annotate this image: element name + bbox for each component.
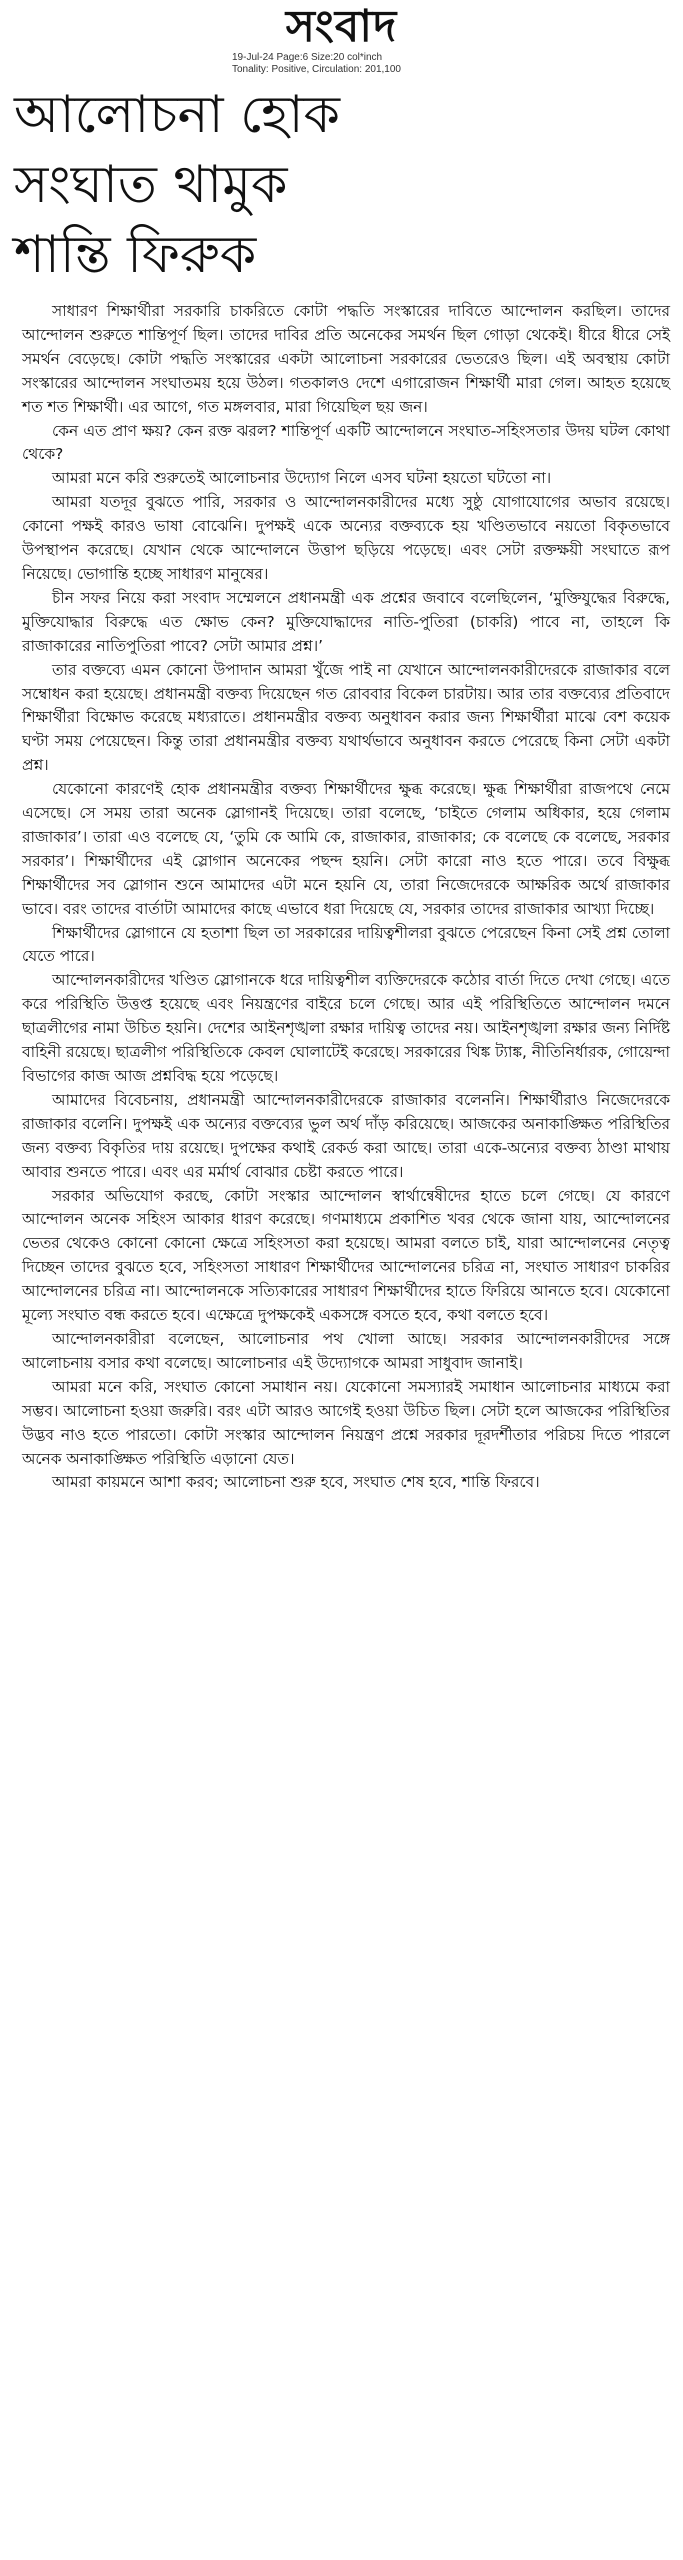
paragraph-5: চীন সফর নিয়ে করা সংবাদ সম্মেলনে প্রধানমন্ত্রী এক প্রশ্নের জবাবে বলেছিলেন, ‘মুক্তিযুদ্ধের বিরুদ্ধে, মুক্তিযোদ্ধার বিরুদ্ধে এত ক্ষোভ কেন? মুক্তিযোদ্ধাদের নাতি-পুতিরা (চাকরি) পাবে না, তাহলে কি রাজাকারের নাতিপুতিরা পাবে? সেটা আমার প্রশ্ন।’ <box>22 588 670 655</box>
clip-info: 19-Jul-24 Page:6 Size:20 col*inch <box>232 52 383 63</box>
paragraph-10: আমাদের বিবেচনায়, প্রধানমন্ত্রী আন্দোলনকারীদেরকে রাজাকার বলেননি। শিক্ষার্থীরাও নিজেদেরকে রাজাকার বলেনি। দুপক্ষই এক অন্যের বক্তব্যের ভুল অর্থ দাঁড় করিয়েছে। আজকের অনাকাঙ্ক্ষিত পরিস্থিতির জন্য বক্তব্য বিকৃতির দায় রয়েছে। দুপক্ষের কথাই রেকর্ড করা আছে। তারা একে-অন্যের বক্তব্য ঠাণ্ডা মাথায় আবার শুনতে পারে। এবং এর মর্মার্থ বোঝার চেষ্টা করতে পারে। <box>22 1090 670 1181</box>
paragraph-9: আন্দোলনকারীদের খণ্ডিত স্লোগানকে ধরে দায়িত্বশীল ব্যক্তিদেরকে কঠোর বার্তা দিতে দেখা গেছে। এতে করে পরিস্থিতি উত্তপ্ত হয়েছে এবং নিয়ন্ত্রণের বাইরে চলে গেছে। আর এই পরিস্থিতিতে আন্দোলন দমনে ছাত্রলীগের নামা উচিত হয়নি। দেশের আইনশৃঙ্খলা রক্ষার দায়িত্ব তাদের নয়। আইনশৃঙ্খলা রক্ষার জন্য নির্দিষ্ট বাহিনী রয়েছে। ছাত্রলীগ পরিস্থিতিকে কেবল ঘোলাটেই করেছে। সরকারের থিঙ্ক ট্যাঙ্ক, নীতিনির্ধারক, গোয়েন্দা বিভাগের কাজ আজ প্রশ্নবিদ্ধ হয়ে পড়েছে। <box>22 971 670 1085</box>
paragraph-1: সাধারণ শিক্ষার্থীরা সরকারি চাকরিতে কোটা পদ্ধতি সংস্কারের দাবিতে আন্দোলন করছিল। তাদের আন্দোলন শুরুতে শান্তিপূর্ণ ছিল। তাদের দাবির প্রতি অনেকের সমর্থন ছিল গোড়া থেকেই। ধীরে ধীরে সেই সমর্থন বেড়েছে। কোটা পদ্ধতি সংস্কারের একটা আলোচনা সরকারের ভেতরেও ছিল। এই অবস্থায় কোটা সংস্কারের আন্দোলন সংঘাতময় হয়ে উঠল। গতকালও দেশে এগারোজন শিক্ষার্থী মারা গেল। আহত হয়েছে শত শত শিক্ষার্থী। এর আগে, গত মঙ্গলবার, মারা গিয়েছিল ছয় জন। <box>22 302 670 416</box>
paragraph-14: আমরা কায়মনে আশা করব; আলোচনা শুরু হবে, সংঘাত শেষ হবে, শান্তি ফিরবে। <box>52 1473 540 1492</box>
paragraph-2: কেন এত প্রাণ ক্ষয়? কেন রক্ত ঝরল? শান্তিপূর্ণ একটি আন্দোলনে সংঘাত-সহিংসতার উদয় ঘটল কোথা থেকে? <box>22 421 670 464</box>
tonality-info: Tonality: Positive, Circulation: 201,100 <box>232 64 401 75</box>
headline-line-3: শান্তি ফিরুক <box>14 225 257 285</box>
paragraph-6: তার বক্তব্যে এমন কোনো উপাদান আমরা খুঁজে পাই না যেখানে আন্দোলনকারীদেরকে রাজাকার বলে সম্বোধন করা হয়েছে। প্রধানমন্ত্রী বক্তব্য দিয়েছেন গত রোববার বিকেল চারটায়। আর তার বক্তব্যের প্রতিবাদে শিক্ষার্থীরা বিক্ষোভ করেছে মধ্যরাতে। প্রধানমন্ত্রীর বক্তব্য অনুধাবন করার জন্য শিক্ষার্থীরা মাঝে বেশ কয়েক ঘণ্টা সময় পেয়েছেন। কিন্তু তারা প্রধানমন্ত্রীর বক্তব্য যথার্থভাবে অনুধাবন করতে পেরেছে কিনা সেটা একটা প্রশ্ন। <box>22 660 670 775</box>
headline-line-1: আলোচনা হোক <box>14 85 340 145</box>
paragraph-4: আমরা যতদূর বুঝতে পারি, সরকার ও আন্দোলনকারীদের মধ্যে সুষ্ঠু যোগাযোগের অভাব রয়েছে। কোনো পক্ষই কারও ভাষা বোঝেনি। দুপক্ষই একে অন্যের বক্তব্যকে হয় খণ্ডিতভাবে নয়তো বিকৃতভাবে উপস্থাপন করেছে। যেখান থেকে আন্দোলনে উত্তাপ ছড়িয়ে পড়েছে। এবং সেটা রক্তক্ষয়ী সংঘাতে রূপ নিয়েছে। ভোগান্তি হচ্ছে সাধারণ মানুষের। <box>22 493 670 583</box>
newspaper-logo: সংবাদ <box>285 1 398 52</box>
paragraph-12: আন্দোলনকারীরা বলেছেন, আলোচনার পথ খোলা আছে। সরকার আন্দোলনকারীদের সঙ্গে আলোচনায় বসার কথা বলেছে। আলোচনার এই উদ্যোগকে আমরা সাধুবাদ জানাই। <box>22 1329 670 1372</box>
paragraph-8: শিক্ষার্থীদের স্লোগানে যে হতাশা ছিল তা সরকারের দায়িত্বশীলরা বুঝতে পেরেছেন কিনা সেই প্রশ্ন তোলা যেতে পারে। <box>22 923 670 966</box>
masthead <box>0 0 683 80</box>
paragraph-3: আমরা মনে করি শুরুতেই আলোচনার উদ্যোগ নিলে এসব ঘটনা হয়তো ঘটতো না। <box>52 469 552 488</box>
paragraph-11: সরকার অভিযোগ করছে, কোটা সংস্কার আন্দোলন স্বার্থান্বেষীদের হাতে চলে গেছে। যে কারণে আন্দোলন অনেক সহিংস আকার ধারণ করেছে। গণমাধ্যমে প্রকাশিত খবর থেকে জানা যায়, আন্দোলনের ভেতর থেকেও কোনো কোনো ক্ষেত্রে সহিংসতা করা হয়েছে। আমরা বলতে চাই, যারা আন্দোলনের নেতৃত্ব দিচ্ছেন তাদের বুঝতে হবে, সহিংসতা সাধারণ শিক্ষার্থীদের আন্দোলনের চরিত্র না, সংঘাত সাধারণ চাকরির আন্দোলনের চরিত্র না। আন্দোলনকে সত্যিকারের সাধারণ শিক্ষার্থীদের হাতে ফিরিয়ে আনতে হবে। যেকোনো মূল্যে সংঘাত বন্ধ করতে হবে। এক্ষেত্রে দুপক্ষকেই একসঙ্গে বসতে হবে, কথা বলতে হবে। <box>22 1186 670 1325</box>
paragraph-7: যেকোনো কারণেই হোক প্রধানমন্ত্রীর বক্তব্য শিক্ষার্থীদের ক্ষুব্ধ করেছে। ক্ষুব্ধ শিক্ষার্থীরা রাজপথে নেমে এসেছে। সে সময় তারা অনেক স্লোগানই দিয়েছে। তারা বলেছে, ‘চাইতে গেলাম অধিকার, হয়ে গেলাম রাজাকার’। তারা এও বলেছে যে, ‘তুমি কে আমি কে, রাজাকার, রাজাকার; কে বলেছে কে বলেছে, সরকার সরকার’। শিক্ষার্থীদের এই স্লোগান অনেকের পছন্দ হয়নি। সেটা কারো নাও হতে পারে। তবে বিক্ষুব্ধ শিক্ষার্থীদের সব স্লোগান শুনে আমাদের এটা মনে হয়নি যে, তারা নিজেদেরকে আক্ষরিক অর্থে রাজাকার ভাবে। বরং তাদের বার্তাটা আমাদের কাছে এভাবে ধরা দিয়েছে যে, সরকার তাদের রাজাকার আখ্যা দিচ্ছে। <box>22 780 670 918</box>
paragraph-13: আমরা মনে করি, সংঘাত কোনো সমাধান নয়। যেকোনো সমস্যারই সমাধান আলোচনার মাধ্যমে করা সম্ভব। আলোচনা হওয়া জরুরি। বরং এটা আরও আগেই হওয়া উচিত ছিল। সেটা হলে আজকের পরিস্থিতির উদ্ভব নাও হতে পারতো। কোটা সংস্কার আন্দোলন নিয়ন্ত্রণ প্রশ্নে সরকার দূরদর্শীতার পরিচয় দিতে পারলে অনেক অনাকাঙ্ক্ষিত পরিস্থিতি এড়ানো যেত। <box>22 1377 670 1468</box>
headline-line-2: সংঘাত থামুক <box>14 155 288 215</box>
article-body <box>22 300 670 1495</box>
